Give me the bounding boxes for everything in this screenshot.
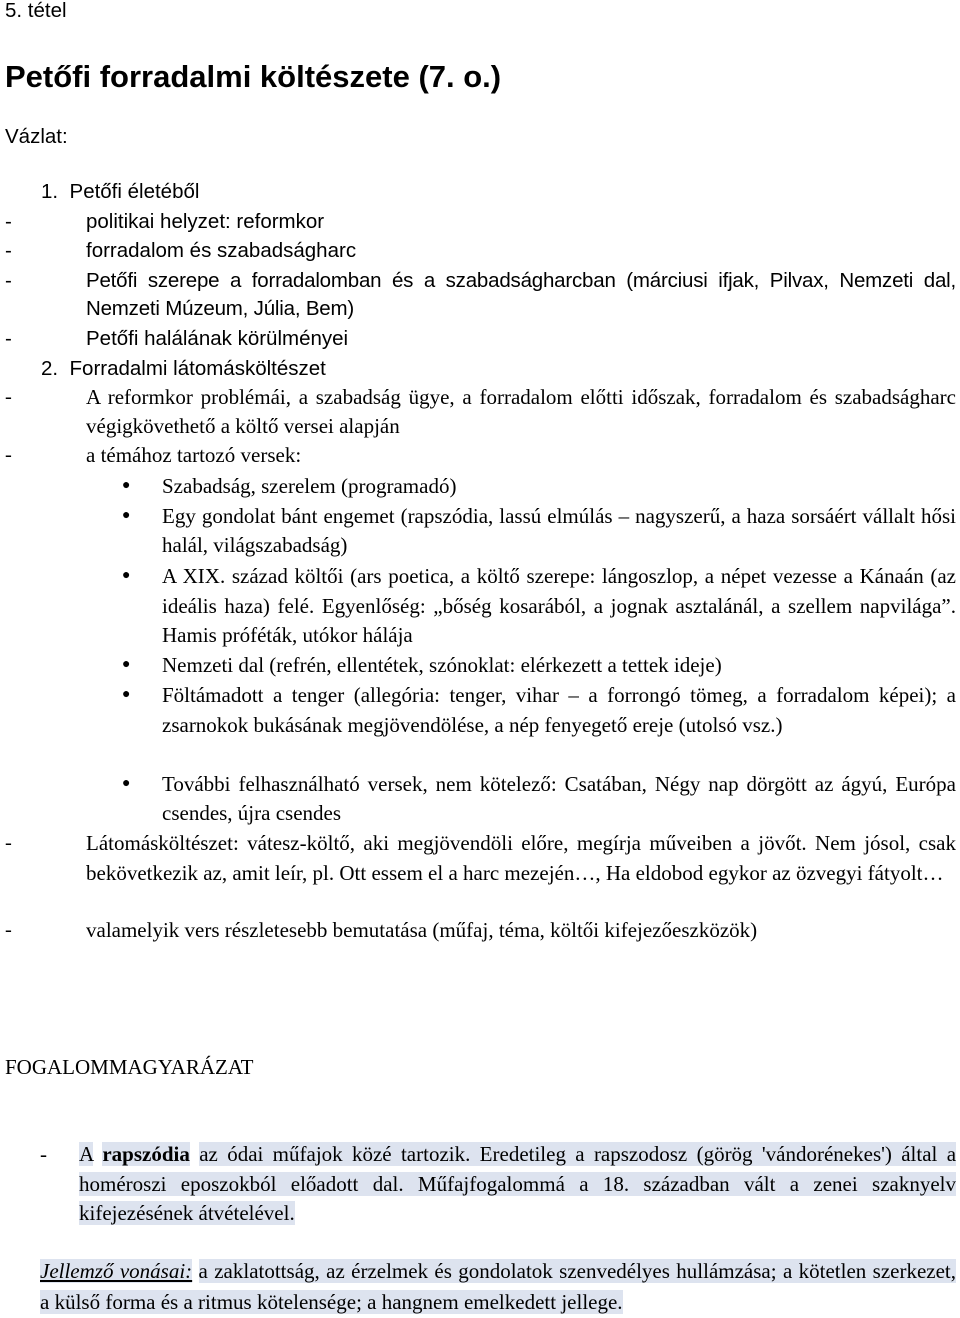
glossary-entry <box>40 1140 956 1229</box>
section-label: 5. tétel <box>5 0 67 22</box>
poem-item <box>122 562 956 651</box>
list-item-text: A reformkor problémái, a szabadság ügye, a forradalom előtti időszak, forradalom és szabadságharc végigkövethető a költő versei alapján <box>86 385 956 438</box>
item-number: 1. <box>41 180 59 203</box>
outline-item-1 <box>41 178 199 206</box>
item-number: 2. <box>41 357 59 380</box>
traits-paragraph <box>40 1256 956 1318</box>
list-item-text: Petőfi halálának körülményei <box>86 327 349 350</box>
dash-marker: - <box>5 239 12 262</box>
list-item <box>5 916 956 944</box>
poem-text: Egy gondolat bánt engemet (rapszódia, lassú elmúlás – nagyszerű, a haza sorsáért vállalt hősi halál, világszabadság) <box>162 504 956 557</box>
bullet-icon: ● <box>122 776 131 791</box>
rhapsody-term: rapszódia <box>102 1142 190 1166</box>
traits-text: a zaklatottság, az érzelmek és gondolatok szenvedélyes hullámzása; a kötetlen szerkezet, a külső forma és a ritmus kötelensége; a hangnem emelkedett jellege. <box>40 1259 956 1314</box>
list-item-text: Látomásköltészet: vátesz-költő, aki megjövendöli előre, megírja műveiben a jövőt. Nem jósol, csak bekövetkezik az, amit leír, pl. Ott essem el a harc mezején…, Ha eldobod egykor az özvegyi fátyolt… <box>86 831 956 885</box>
traits-label: Jellemző vonásai: <box>40 1259 193 1283</box>
poem-text: Föltámadott a tenger (allegória: tenger, vihar – a forrongó tömeg, a forradalom képei); a zsarnokok bukásának megjövendölése, a nép fenyegető ereje (utolsó vsz.) <box>162 683 956 737</box>
list-item <box>5 441 956 469</box>
list-item <box>5 829 956 888</box>
list-item-text: valamelyik vers részletesebb bemutatása (műfaj, téma, költői kifejezőeszközök) <box>86 918 758 942</box>
poem-item <box>122 472 956 500</box>
dash-marker: - <box>5 832 12 854</box>
list-item-text: politikai helyzet: reformkor <box>86 210 325 233</box>
rhapsody-lead: A <box>79 1142 94 1166</box>
glossary-text <box>79 1140 956 1229</box>
glossary-heading: FOGALOMMAGYARÁZAT <box>5 1055 254 1079</box>
poem-item <box>122 770 956 828</box>
poem-item <box>122 681 956 740</box>
poem-text: A XIX. század költői (ars poetica, a költő szerepe: lángoszlop, a népet vezesse a Kánaán (az ideális haza) felé. Egyenlőség: „bőség kosarából, a jognak asztalánál, a szellem napvilága”. Hamis próféták, utókor hálája <box>162 564 956 647</box>
outline-item-2 <box>41 355 326 383</box>
poem-text: Nemzeti dal (refrén, ellentétek, szónoklat: elérkezett a tettek ideje) <box>162 653 722 677</box>
page-title: Petőfi forradalmi költészete (7. o.) <box>5 59 502 94</box>
bullet-icon: ● <box>122 508 131 523</box>
dash-marker: - <box>5 210 12 233</box>
dash-marker: - <box>5 919 12 941</box>
dash-marker: - <box>5 444 12 466</box>
dash-marker: - <box>5 327 12 350</box>
item-heading: Petőfi életéből <box>69 180 200 203</box>
dash-marker: - <box>40 1142 47 1166</box>
list-item <box>5 383 956 441</box>
bullet-icon: ● <box>122 687 131 702</box>
list-item <box>5 237 956 265</box>
poem-item <box>122 502 956 560</box>
list-item-text: forradalom és szabadságharc <box>86 239 357 262</box>
outline-label: Vázlat: <box>5 125 68 148</box>
bullet-icon: ● <box>122 478 131 493</box>
poem-item <box>122 651 956 679</box>
rhapsody-definition: az ódai műfajok közé tartozik. Eredetileg a rapszodosz (görög 'vándorénekes') által a homéroszi eposzokból előadott dal. Műfajfogalommá a 18. században vált a zenei szaknyelv kifejezésének átvételével. <box>79 1142 957 1225</box>
dash-marker: - <box>5 269 12 292</box>
poem-text: További felhasználható versek, nem kötelező: Csatában, Négy nap dörgött az ágyú, Európa csendes, újra csendes <box>162 772 956 825</box>
bullet-icon: ● <box>122 568 131 583</box>
list-item <box>5 267 956 323</box>
item-heading: Forradalmi látomásköltészet <box>69 357 326 380</box>
list-item <box>5 325 956 353</box>
list-item-text: a témához tartozó versek: <box>86 443 302 467</box>
list-item <box>5 208 956 236</box>
dash-marker: - <box>5 386 12 408</box>
bullet-icon: ● <box>122 657 131 672</box>
list-item-text: Petőfi szerepe a forradalomban és a szabadságharcban (márciusi ifjak, Pilvax, Nemzeti dal, Nemzeti Múzeum, Júlia, Bem) <box>86 269 956 320</box>
poem-text: Szabadság, szerelem (programadó) <box>162 474 457 498</box>
